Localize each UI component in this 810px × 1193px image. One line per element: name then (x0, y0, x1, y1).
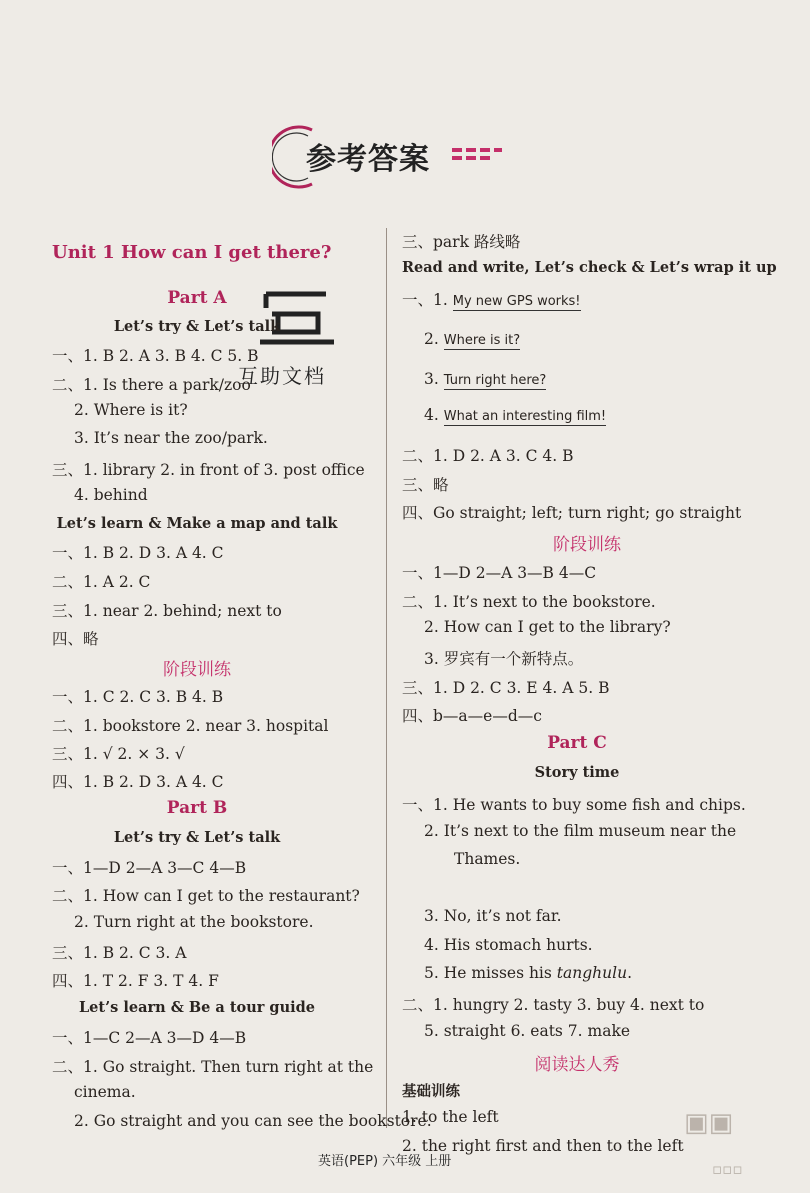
answer-line: 二、1. hungry 2. tasty 3. buy 4. next to (402, 996, 705, 1014)
answer-line: 2. How can I get to the library? (424, 618, 671, 636)
page-title-block (272, 122, 512, 192)
section-heading: Let’s try & Let’s talk (113, 829, 281, 846)
handwriting-text: What an interesting film! (443, 409, 607, 424)
answer-line: cinema. (74, 1083, 136, 1101)
answer-line: 一、1. B 2. A 3. B 4. C 5. B (52, 347, 259, 365)
answer-line: 三、park 路线略 (402, 233, 521, 251)
answer-line: 二、1. It’s next to the bookstore. (402, 593, 656, 611)
answer-line: 2. the right first and then to the left (402, 1137, 684, 1155)
answer-line: 二、1. D 2. A 3. C 4. B (402, 447, 574, 465)
page-footer: 英语(PEP) 六年级 上册 (318, 1154, 452, 1169)
handwriting-answer (424, 330, 520, 348)
answer-line: 四、b—a—e—d—c (402, 707, 542, 725)
answer-line: 一、1—C 2—A 3—D 4—B (52, 1029, 247, 1047)
answer-line: 四、略 (52, 630, 99, 648)
answer-line: 二、1. Go straight. Then turn right at the (52, 1058, 374, 1076)
answer-line: 1. to the left (402, 1108, 499, 1126)
answer-line: 2. It’s next to the film museum near the (424, 822, 737, 840)
unit-title: Unit 1 How can I get there? (52, 242, 332, 263)
answer-line: 三、1. library 2. in front of 3. post office (52, 461, 365, 479)
answer-line: 一、1. He wants to buy some fish and chips. (402, 796, 746, 814)
stage-training-heading: 阶段训练 (553, 535, 621, 555)
watermark-text: 互助文档 (238, 364, 326, 388)
answer-line: 三、1. D 2. C 3. E 4. A 5. B (402, 679, 610, 697)
answer-line: 二、1. bookstore 2. near 3. hospital (52, 717, 329, 735)
basic-training-heading: 基础训练 (402, 1084, 460, 1100)
answer-line: 二、1. A 2. C (52, 573, 151, 591)
section-heading: Let’s learn & Make a map and talk (56, 515, 338, 532)
answer-number: 2. (424, 330, 439, 348)
handwriting-answer (424, 406, 606, 424)
part-c-heading: Part C (547, 733, 607, 753)
page-title: 参考答案 (306, 142, 430, 177)
answer-line: 三、1. near 2. behind; next to (52, 602, 282, 620)
corner-watermark-icon: ▫▫▫ (712, 1160, 743, 1178)
section-heading: Let’s try & Let’s talk (113, 318, 281, 335)
handwriting-answer (402, 288, 581, 310)
answer-line: 3. 罗宾有一个新特点。 (424, 650, 584, 668)
answer-line: 三、1. √ 2. × 3. √ (52, 745, 185, 763)
answer-line (424, 964, 632, 982)
handwriting-text: My new GPS works! (452, 294, 581, 309)
answer-line: 2. Turn right at the bookstore. (74, 913, 314, 931)
answer-line: 四、1. B 2. D 3. A 4. C (52, 773, 224, 791)
reading-star-heading: 阅读达人秀 (534, 1055, 620, 1075)
answer-line: 3. It’s near the zoo/park. (74, 429, 268, 447)
answer-line: 二、1. How can I get to the restaurant? (52, 887, 360, 905)
answer-line: 四、1. T 2. F 3. T 4. F (52, 972, 219, 990)
answer-number: 4. (424, 406, 439, 424)
answer-number: 3. (424, 370, 439, 388)
answer-line: 一、1—D 2—A 3—C 4—B (52, 859, 247, 877)
handwriting-text: Where is it? (443, 333, 521, 348)
answer-line: 一、1—D 2—A 3—B 4—C (402, 564, 597, 582)
stage-training-heading: 阶段训练 (163, 660, 231, 680)
answer-line: 一、1. C 2. C 3. B 4. B (52, 688, 224, 706)
answer-number: 一、1. (402, 291, 448, 309)
answer-line: 4. His stomach hurts. (424, 936, 593, 954)
answer-line: 二、1. Is there a park/zoo (52, 376, 251, 394)
answer-line: 2. Where is it? (74, 401, 188, 419)
answer-line: 一、1. B 2. D 3. A 4. C (52, 544, 224, 562)
section-heading: Read and write, Let’s check & Let’s wrap it up (402, 259, 777, 276)
answer-line: 三、略 (402, 476, 449, 494)
answer-line: 4. behind (74, 486, 148, 504)
answer-line: 3. No, it’s not far. (424, 907, 562, 925)
part-b-heading: Part B (166, 798, 228, 818)
answer-text: . (627, 964, 632, 982)
answer-line: 四、Go straight; left; turn right; go straight (402, 504, 742, 522)
answer-line: 5. straight 6. eats 7. make (424, 1022, 631, 1040)
handwriting-text: Turn right here? (443, 373, 547, 388)
column-divider (386, 228, 387, 1128)
answer-line: 2. Go straight and you can see the bookstore. (74, 1112, 432, 1130)
answer-text: 5. He misses his (424, 964, 557, 982)
part-a-heading: Part A (167, 288, 227, 308)
answer-line: Thames. (454, 850, 521, 868)
corner-watermark-logo-icon: ▣▣ (684, 1108, 734, 1138)
section-heading: Story time (534, 764, 620, 781)
answer-italic-text: tanghulu (556, 964, 628, 982)
section-heading: Let’s learn & Be a tour guide (78, 999, 315, 1016)
answer-line: 三、1. B 2. C 3. A (52, 944, 187, 962)
handwriting-answer (424, 370, 546, 388)
